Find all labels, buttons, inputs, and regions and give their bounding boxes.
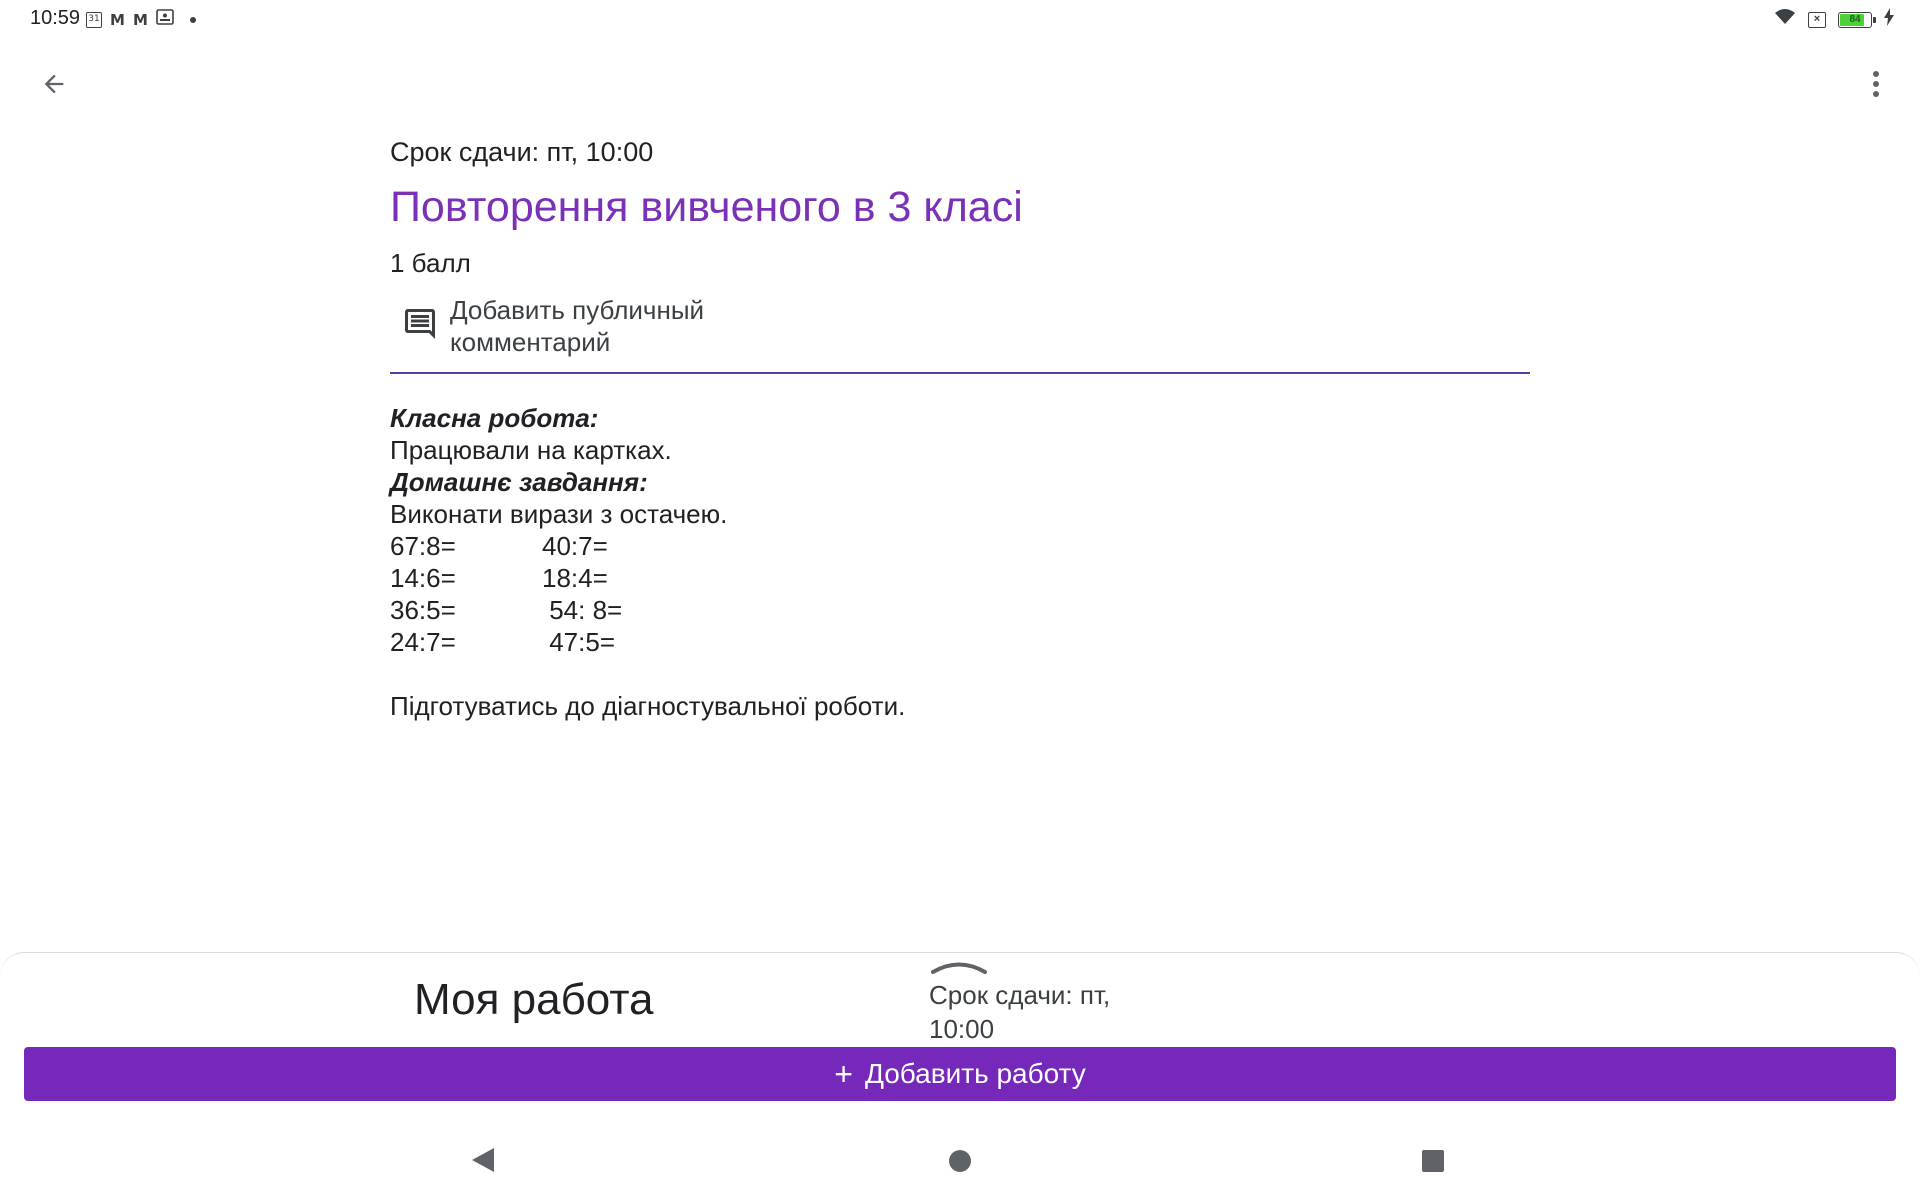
notification-icons: [86, 9, 196, 30]
due-date: Срок сдачи: пт, 10:00: [390, 137, 654, 167]
equation-right: 18:4=: [542, 563, 608, 593]
status-time: 10:59: [30, 7, 81, 29]
my-work-bottom-sheet[interactable]: [0, 952, 1920, 1042]
homework-text: Виконати вирази з остачею.: [390, 499, 728, 529]
more-options-button[interactable]: [1856, 64, 1896, 104]
assignment-details: [390, 130, 1530, 722]
gmail-icon: M: [132, 10, 148, 29]
battery-level-text: 84: [1849, 14, 1861, 25]
homework-heading: Домашнє завдання:: [390, 467, 648, 497]
comment-icon: [402, 306, 438, 342]
status-bar: [0, 0, 1920, 36]
my-work-due-date: Срок сдачи: пт, 10:00: [929, 980, 1111, 1042]
system-status-icons: [1774, 8, 1894, 31]
battery-icon: [1838, 12, 1872, 28]
classwork-heading: Класна робота:: [390, 403, 599, 433]
equation-row: [390, 530, 1530, 562]
assignment-title: Повторення вивченого в 3 класі: [390, 183, 1023, 231]
classroom-icon: [156, 9, 174, 30]
no-sim-icon: ×: [1808, 12, 1826, 28]
arrow-back-icon: [40, 70, 68, 98]
equation-row: [390, 626, 1530, 658]
nav-home-icon[interactable]: [949, 1150, 971, 1172]
add-work-label: Добавить работу: [864, 1058, 1086, 1089]
plus-icon: +: [834, 1056, 853, 1092]
equation-left: 36:5=: [390, 595, 456, 625]
equation-right: 54: 8=: [542, 595, 623, 625]
equation-row: [390, 594, 1530, 626]
chevron-up-icon[interactable]: [930, 959, 988, 975]
gmail-icon: M: [110, 10, 125, 29]
back-button[interactable]: [34, 64, 74, 104]
my-work-title: Моя работа: [414, 975, 654, 1024]
assignment-description: [390, 402, 1530, 722]
charging-icon: [1884, 8, 1894, 31]
calendar-icon: 31: [86, 12, 102, 28]
equation-right: 40:7=: [542, 531, 608, 561]
comment-placeholder: Добавить публичный комментарий: [450, 295, 705, 357]
equation-right: 47:5=: [542, 627, 616, 657]
equation-left: 67:8=: [390, 531, 456, 561]
nav-back-icon[interactable]: [472, 1148, 494, 1172]
points-value: 1 балл: [390, 248, 471, 278]
blank-line: [390, 658, 1530, 690]
more-notifications-dot-icon: [190, 17, 196, 23]
battery-cap: [1873, 17, 1876, 23]
closing-text: Підготуватись до діагностувальної роботи.: [390, 691, 906, 721]
nav-recents-icon[interactable]: [1422, 1150, 1444, 1172]
wifi-icon: [1774, 8, 1796, 31]
navigation-bar: [0, 1120, 1920, 1200]
add-work-button[interactable]: [24, 1047, 1896, 1101]
equation-left: 24:7=: [390, 627, 456, 657]
more-vert-icon: [1872, 70, 1880, 98]
add-public-comment-button[interactable]: [390, 294, 1530, 374]
classwork-text: Працювали на картках.: [390, 435, 672, 465]
equation-left: 14:6=: [390, 563, 456, 593]
equation-row: [390, 562, 1530, 594]
